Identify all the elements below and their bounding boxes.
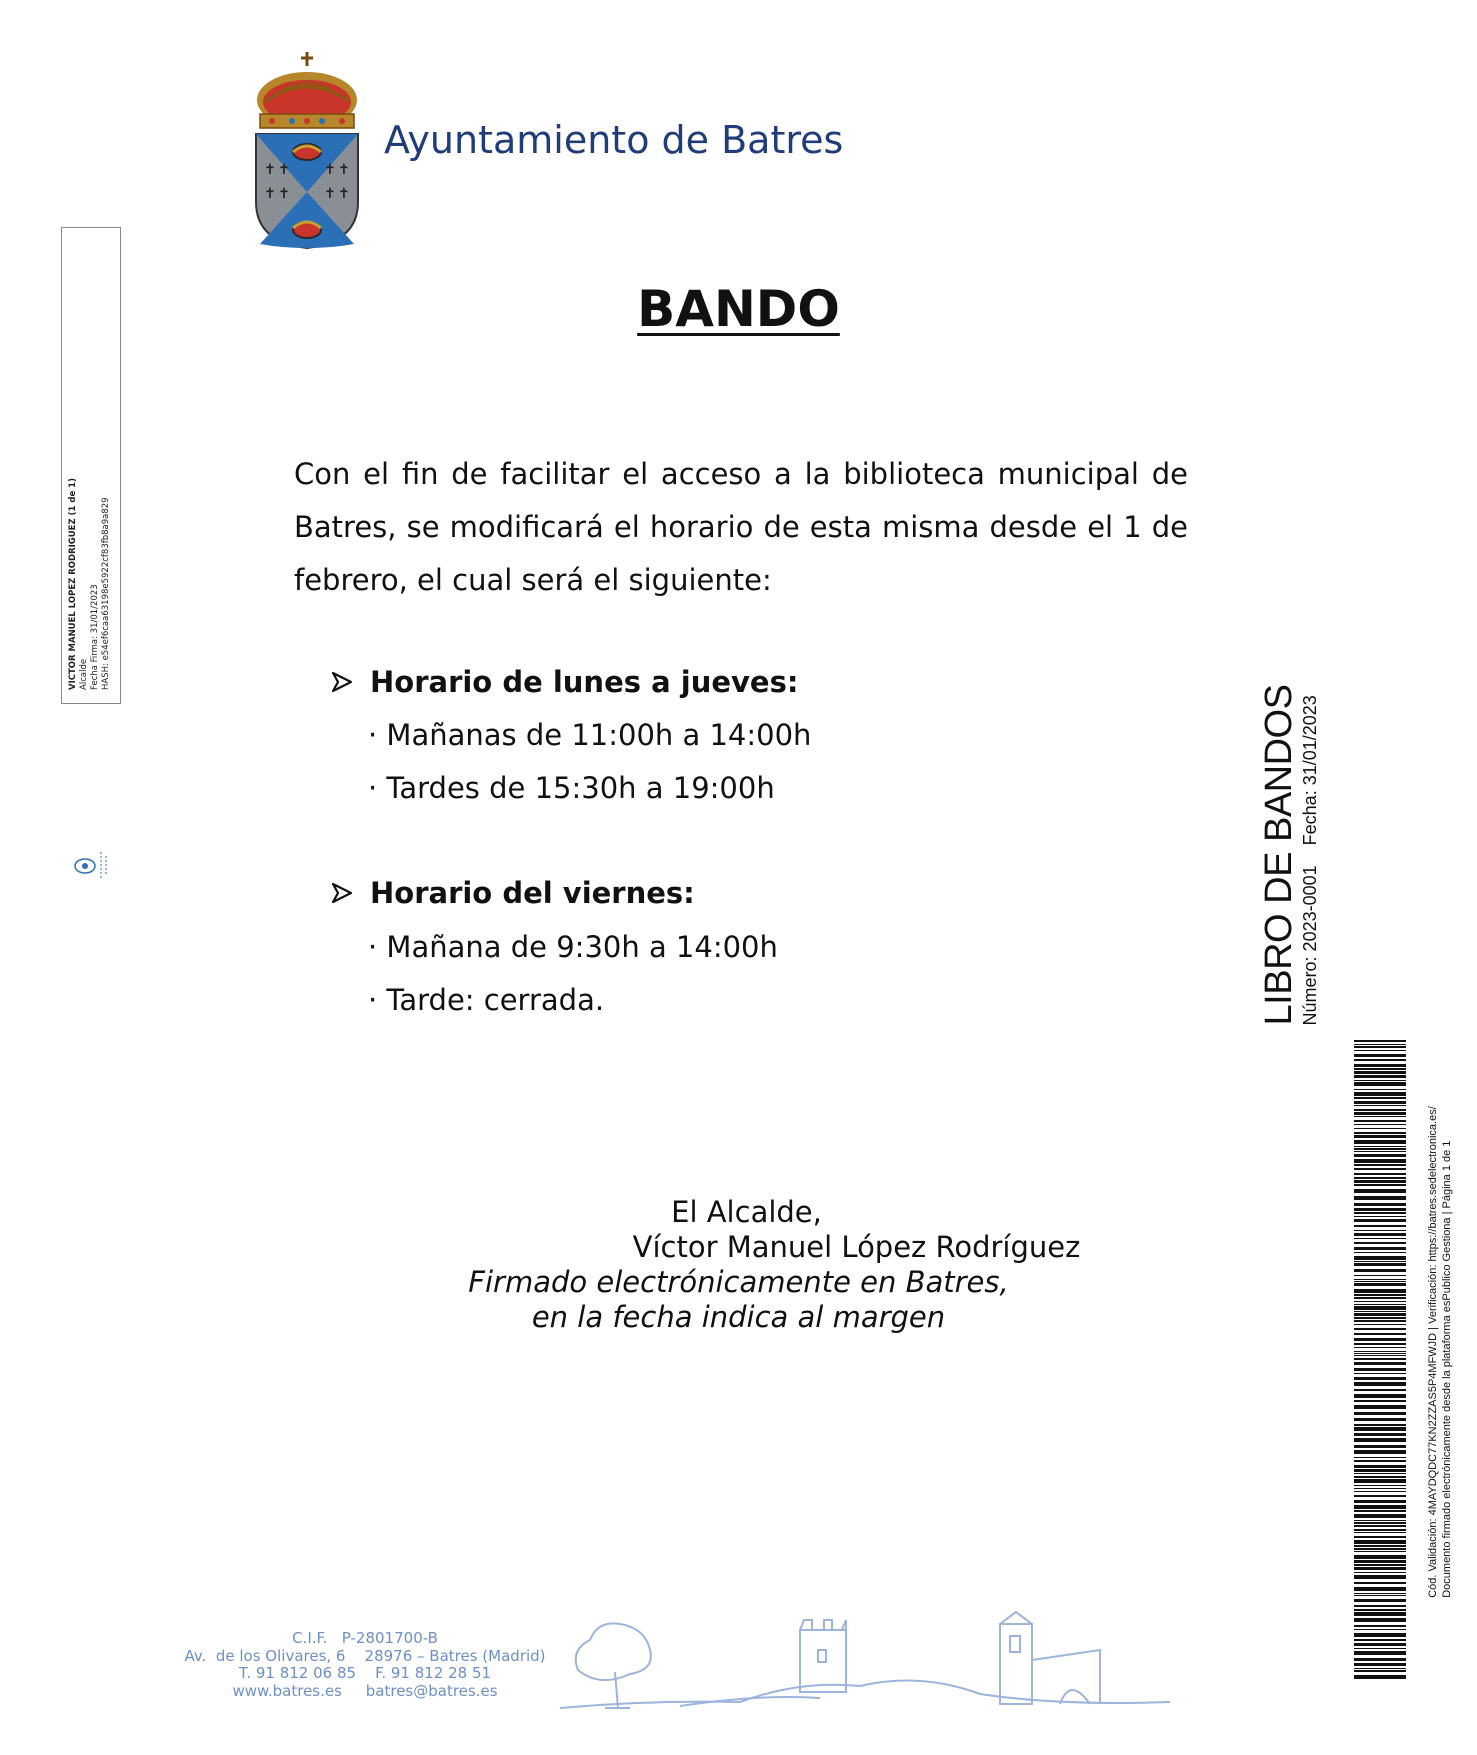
barcode-icon — [1354, 1040, 1406, 1680]
registry-number: Número: 2023-0001 — [1300, 865, 1320, 1026]
schedule-item: · Tardes de 15:30h a 19:00h — [368, 771, 775, 805]
signature-role: El Alcalde, — [671, 1195, 822, 1229]
registry-stamp — [1259, 685, 1321, 1026]
svg-text:✝: ✝ — [264, 162, 276, 178]
organization-name: Ayuntamiento de Batres — [384, 118, 844, 162]
signer-name: VICTOR MANUEL LOPEZ RODRIGUEZ (1 de 1) — [68, 478, 78, 690]
signature-note: Firmado electrónicamente en Batres, — [468, 1265, 1009, 1299]
svg-text:✝: ✝ — [324, 186, 336, 202]
signature-hash: HASH: e54ef6caa63198e5922cf83fb8a9a829 — [101, 497, 111, 690]
svg-text:✝: ✝ — [338, 186, 350, 202]
svg-text:✝: ✝ — [324, 162, 336, 178]
document-title: BANDO — [637, 280, 840, 338]
signature-name: Víctor Manuel López Rodríguez — [632, 1230, 1081, 1264]
validation-platform: Documento firmado electrónicamente desde la plataforma esPublico Gestiona | Página 1 de 1 — [1441, 1140, 1453, 1598]
landscape-illustration-icon — [560, 1610, 1170, 1712]
signer-role: Alcalde — [79, 658, 89, 690]
schedule-heading-friday — [332, 876, 695, 910]
coat-of-arms-icon — [252, 52, 362, 250]
schedule-heading-weekdays — [332, 665, 798, 699]
validation-text — [1426, 1106, 1454, 1598]
schedule-item: · Mañanas de 11:00h a 14:00h — [368, 718, 812, 752]
registry-book: LIBRO DE BANDOS — [1258, 684, 1300, 1026]
footer-contact — [180, 1630, 550, 1700]
svg-text:✝: ✝ — [278, 162, 290, 178]
footer-phones: T. 91 812 06 85 F. 91 812 28 51 — [238, 1664, 492, 1682]
signature-note: en la fecha indica al margen — [531, 1300, 946, 1334]
svg-text:✝: ✝ — [264, 186, 276, 202]
arrow-bullet-icon — [332, 883, 352, 903]
footer-web: www.batres.es batres@batres.es — [232, 1681, 498, 1700]
arrow-bullet-icon — [332, 672, 352, 692]
schedule-item: · Mañana de 9:30h a 14:00h — [368, 930, 778, 964]
intro-paragraph: Con el fin de facilitar el acceso a la biblioteca municipal de Batres, se modificará el horario de esta misma desde el 1 de febrero, el cual será el siguiente: — [294, 457, 1188, 597]
validation-code: Cód. Validación: 4MAYDQDC77KN2ZZAS5P4MFWJD | Verificación: https://batres.sedelectronica.es/ — [1427, 1106, 1439, 1598]
svg-text:✝: ✝ — [278, 186, 290, 202]
schedule-heading-label: Horario de lunes a jueves: — [370, 665, 799, 699]
schedule-heading-label: Horario del viernes: — [370, 876, 695, 910]
signature-stamp-text — [68, 478, 112, 690]
signature-date: Fecha Firma: 31/01/2023 — [90, 584, 100, 690]
electronic-signature-box — [61, 227, 121, 704]
registry-meta — [1299, 685, 1321, 1026]
registry-date: Fecha: 31/01/2023 — [1300, 695, 1320, 846]
footer-address: Av. de los Olivares, 6 28976 – Batres (Madrid) — [184, 1646, 546, 1665]
schedule-item: · Tarde: cerrada. — [368, 983, 605, 1017]
svg-text:✝: ✝ — [338, 162, 350, 178]
municipal-seal-icon — [71, 848, 111, 884]
footer-cif: C.I.F. P-2801700-B — [292, 1629, 438, 1647]
